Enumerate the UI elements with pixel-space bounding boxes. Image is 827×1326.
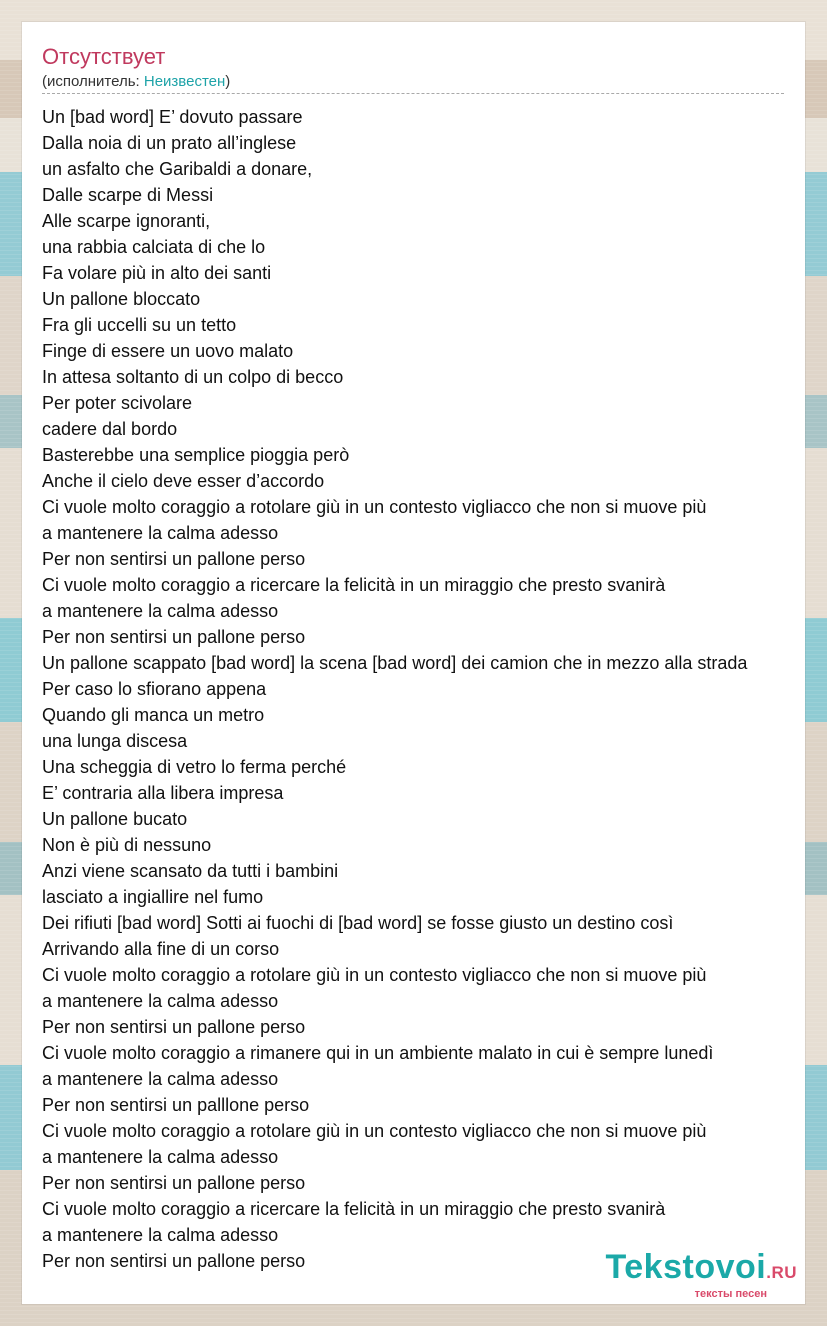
- lyric-line: Un [bad word] E’ dovuto passare: [42, 107, 303, 127]
- lyric-line: Per non sentirsi un pallone perso: [42, 1017, 306, 1037]
- lyric-line: Quando gli manca un metro: [42, 705, 265, 725]
- lyric-line: un asfalto che Garibaldi a donare,: [42, 159, 313, 179]
- lyric-line: Alle scarpe ignoranti,: [42, 211, 211, 231]
- lyric-line: Finge di essere un uovo malato: [42, 341, 294, 361]
- lyric-line: Ci vuole molto coraggio a rotolare giù in un contesto vigliacco che non si muove più: [42, 497, 707, 517]
- lyric-line: Per poter scivolare: [42, 393, 193, 413]
- lyric-line: Ci vuole molto coraggio a ricercare la felicità in un miraggio che presto svanirà: [42, 1199, 666, 1219]
- lyric-line: Per non sentirsi un pallone perso: [42, 627, 306, 647]
- logo-tld: .RU: [766, 1263, 797, 1282]
- lyric-line: Per non sentirsi un pallone perso: [42, 1251, 306, 1271]
- lyric-line: Anzi viene scansato da tutti i bambini: [42, 861, 339, 881]
- lyric-line: Basterebbe una semplice pioggia però: [42, 445, 350, 465]
- lyric-line: Ci vuole molto coraggio a rimanere qui in un ambiente malato in cui è sempre lunedì: [42, 1043, 714, 1063]
- lyric-line: a mantenere la calma adesso: [42, 601, 279, 621]
- logo-wordmark: [606, 1250, 797, 1290]
- artist-suffix: ): [225, 73, 231, 90]
- lyric-line: Ci vuole molto coraggio a rotolare giù in un contesto vigliacco che non si muove più: [42, 965, 707, 985]
- lyric-line: Ci vuole molto coraggio a rotolare giù in un contesto vigliacco che non si muove più: [42, 1121, 707, 1141]
- lyric-line: Per non sentirsi un pallone perso: [42, 549, 306, 569]
- lyric-line: una lunga discesa: [42, 731, 188, 751]
- lyric-line: In attesa soltanto di un colpo di becco: [42, 367, 344, 387]
- lyric-line: Non è più di nessuno: [42, 835, 212, 855]
- lyric-line: a mantenere la calma adesso: [42, 523, 279, 543]
- artist-prefix: (исполнитель:: [42, 73, 144, 90]
- lyric-line: Una scheggia di vetro lo ferma perché: [42, 757, 347, 777]
- lyric-line: Dalla noia di un prato all’inglese: [42, 133, 297, 153]
- logo-tagline: тексты песен: [694, 1288, 767, 1300]
- lyric-line: Dei rifiuti [bad word] Sotti ai fuochi di [bad word] se fosse giusto un destino così: [42, 913, 674, 933]
- lyric-line: Arrivando alla fine di un corso: [42, 939, 280, 959]
- lyric-line: lasciato a ingiallire nel fumo: [42, 887, 264, 907]
- lyric-line: Per non sentirsi un palllone perso: [42, 1095, 310, 1115]
- lyric-line: E’ contraria alla libera impresa: [42, 783, 284, 803]
- lyric-line: Fra gli uccelli su un tetto: [42, 315, 237, 335]
- site-logo[interactable]: [606, 1250, 797, 1300]
- lyric-line: Ci vuole molto coraggio a ricercare la felicità in un miraggio che presto svanirà: [42, 575, 666, 595]
- lyric-line: Dalle scarpe di Messi: [42, 185, 214, 205]
- lyric-line: Un pallone bloccato: [42, 289, 201, 309]
- lyric-line: Anche il cielo deve esser d’accordo: [42, 471, 325, 491]
- lyric-line: Per non sentirsi un pallone perso: [42, 1173, 306, 1193]
- lyrics-body: [42, 104, 805, 1274]
- lyric-line: Fa volare più in alto dei santi: [42, 263, 272, 283]
- lyric-line: cadere dal bordo: [42, 419, 178, 439]
- logo-name: Tekstovoi: [605, 1248, 767, 1286]
- title-divider: [42, 93, 784, 94]
- lyric-line: a mantenere la calma adesso: [42, 991, 279, 1011]
- lyrics-card: [22, 22, 805, 1304]
- lyric-line: una rabbia calciata di che lo: [42, 237, 266, 257]
- lyric-line: Per caso lo sfiorano appena: [42, 679, 267, 699]
- lyric-line: Un pallone bucato: [42, 809, 188, 829]
- lyric-line: Un pallone scappato [bad word] la scena [bad word] dei camion che in mezzo alla strada: [42, 653, 748, 673]
- lyric-line: a mantenere la calma adesso: [42, 1225, 279, 1245]
- song-title: Отсутствует: [42, 44, 166, 69]
- lyric-line: a mantenere la calma adesso: [42, 1069, 279, 1089]
- artist-line: [42, 73, 230, 91]
- artist-link[interactable]: Неизвестен: [143, 73, 226, 90]
- lyric-line: a mantenere la calma adesso: [42, 1147, 279, 1167]
